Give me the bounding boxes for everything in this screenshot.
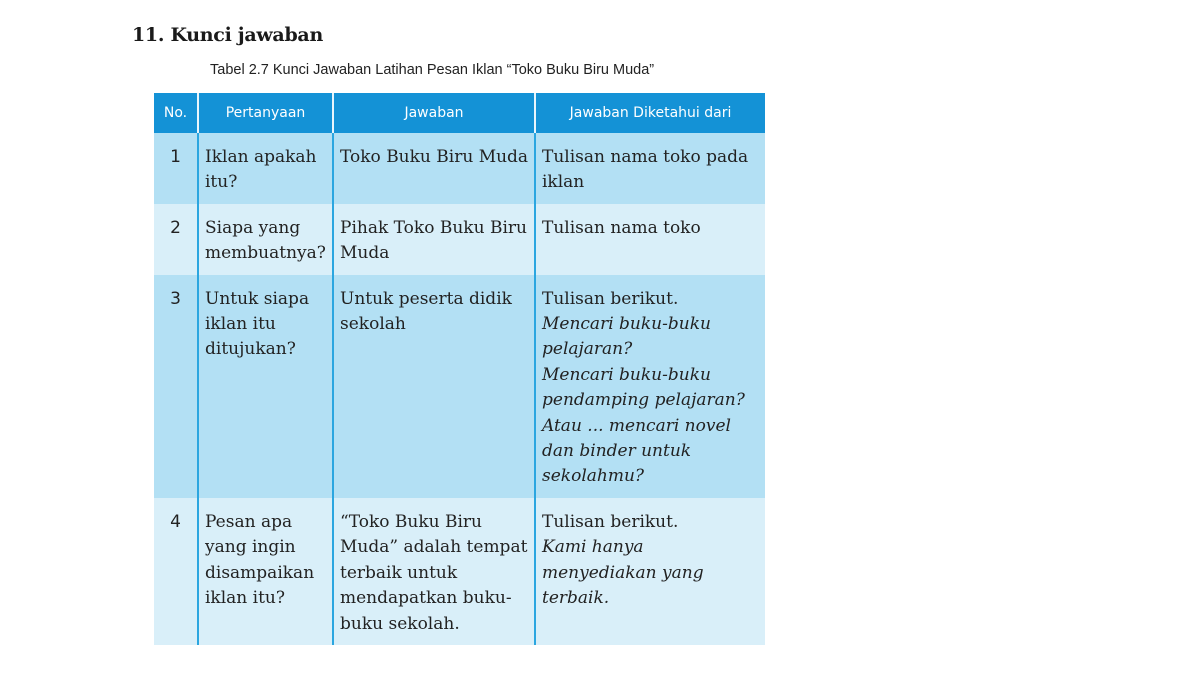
question-line: Pesan apa bbox=[205, 511, 293, 532]
source-line: Tulisan berikut. bbox=[542, 511, 679, 532]
question-line: Untuk siapa bbox=[205, 288, 310, 309]
source-italic-line: pendamping pelajaran? bbox=[542, 390, 745, 411]
question-line: itu? bbox=[205, 172, 238, 193]
answer-line: “Toko Buku Biru bbox=[340, 511, 482, 532]
row-number: 3 bbox=[154, 275, 198, 498]
header-source: Jawaban Diketahui dari bbox=[535, 93, 765, 133]
question-line: iklan itu? bbox=[205, 588, 285, 609]
question-line: Siapa yang bbox=[205, 217, 301, 238]
source-italic-line: menyediakan yang bbox=[542, 562, 704, 583]
question-line: disampaikan bbox=[205, 562, 315, 583]
source-line: Tulisan berikut. bbox=[542, 288, 679, 309]
source-italic-line: Mencari buku-buku bbox=[542, 314, 711, 335]
answer-line: Muda” adalah tempat bbox=[340, 537, 528, 558]
table-row bbox=[154, 498, 765, 645]
source-line: iklan bbox=[542, 172, 585, 193]
header-answer: Jawaban bbox=[333, 93, 535, 133]
source-cell bbox=[535, 498, 765, 645]
source-line: Tulisan nama toko bbox=[542, 217, 701, 238]
source-italic-line: Kami hanya bbox=[542, 537, 644, 558]
question-line: ditujukan? bbox=[205, 339, 296, 360]
answer-line: Pihak Toko Buku Biru bbox=[340, 217, 527, 238]
header-no: No. bbox=[154, 93, 198, 133]
section-title: 11. Kunci jawaban bbox=[132, 24, 323, 46]
answer-line: terbaik untuk bbox=[340, 562, 458, 583]
question-line: iklan itu bbox=[205, 314, 276, 335]
answer-cell bbox=[333, 275, 535, 498]
source-cell bbox=[535, 133, 765, 204]
question-cell bbox=[198, 133, 333, 204]
question-cell bbox=[198, 498, 333, 645]
row-number: 2 bbox=[154, 204, 198, 275]
source-italic-line: pelajaran? bbox=[542, 339, 633, 360]
question-line: yang ingin bbox=[205, 537, 296, 558]
answer-key-table bbox=[154, 93, 765, 645]
answer-line: buku sekolah. bbox=[340, 613, 460, 634]
source-italic-line: dan binder untuk bbox=[542, 441, 692, 462]
table-caption: Tabel 2.7 Kunci Jawaban Latihan Pesan Iklan “Toko Buku Biru Muda” bbox=[210, 62, 655, 78]
question-cell bbox=[198, 204, 333, 275]
answer-line: Muda bbox=[340, 243, 390, 264]
source-cell bbox=[535, 204, 765, 275]
answer-cell bbox=[333, 204, 535, 275]
row-number: 4 bbox=[154, 498, 198, 645]
question-line: membuatnya? bbox=[205, 243, 326, 264]
source-italic-line: terbaik. bbox=[542, 588, 610, 609]
table-row bbox=[154, 275, 765, 498]
answer-line: mendapatkan buku- bbox=[340, 588, 512, 609]
source-italic-line: Atau ... mencari novel bbox=[542, 415, 731, 436]
source-line: Tulisan nama toko pada bbox=[542, 147, 749, 167]
source-cell bbox=[535, 275, 765, 498]
source-italic-line: sekolahmu? bbox=[542, 466, 645, 487]
answer-line: Untuk peserta didik bbox=[340, 288, 512, 309]
answer-cell bbox=[333, 133, 535, 204]
table-row bbox=[154, 133, 765, 204]
answer-cell bbox=[333, 498, 535, 645]
table-row bbox=[154, 204, 765, 275]
source-italic-line: Mencari buku-buku bbox=[542, 364, 711, 385]
question-cell bbox=[198, 275, 333, 498]
table-header-row bbox=[154, 93, 765, 133]
answer-line: sekolah bbox=[340, 314, 406, 335]
row-number: 1 bbox=[154, 133, 198, 204]
answer-line: Toko Buku Biru Muda bbox=[340, 147, 529, 167]
question-line: Iklan apakah bbox=[205, 147, 317, 167]
header-question: Pertanyaan bbox=[198, 93, 333, 133]
